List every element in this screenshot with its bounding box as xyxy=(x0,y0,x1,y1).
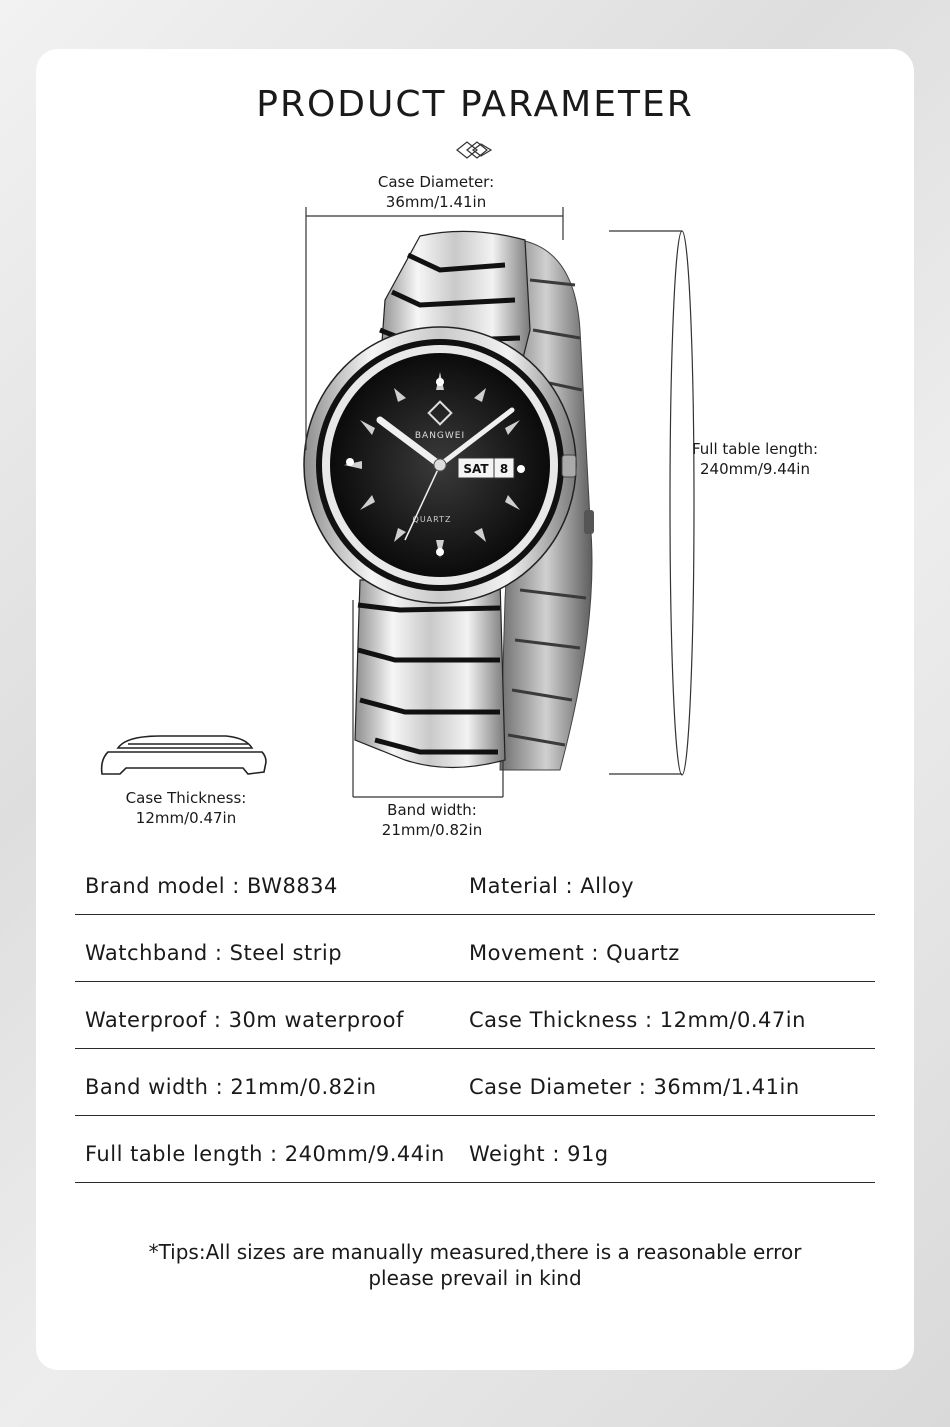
parameter-right: Movement : Quartz xyxy=(469,941,680,965)
parameter-left: Waterproof : 30m waterproof xyxy=(85,1008,404,1032)
band-width-title: Band width: xyxy=(387,801,477,819)
day-window: SAT xyxy=(463,462,489,476)
case-diameter-title: Case Diameter: xyxy=(377,173,495,191)
tips-line-1: *Tips:All sizes are manually measured,there is a reasonable error xyxy=(148,1240,802,1264)
lower-strap xyxy=(355,580,505,768)
band-width-label xyxy=(332,800,532,840)
quartz-mark: QUARTZ xyxy=(412,515,452,524)
parameter-right: Case Diameter : 36mm/1.41in xyxy=(469,1075,800,1099)
full-length-value: 240mm/9.44in xyxy=(700,460,810,478)
parameter-row xyxy=(75,915,875,982)
case-side-view-icon xyxy=(102,736,266,774)
case-thickness-title: Case Thickness: xyxy=(125,789,247,807)
tips-line-2: please prevail in kind xyxy=(368,1266,582,1290)
case-thickness-value: 12mm/0.47in xyxy=(135,809,237,827)
brand-mark: BANGWEI xyxy=(414,431,466,441)
parameter-row xyxy=(75,848,875,915)
parameter-row xyxy=(75,1116,875,1183)
parameter-left: Brand model : BW8834 xyxy=(85,874,338,898)
parameter-row xyxy=(75,982,875,1049)
tips-note xyxy=(0,1239,950,1291)
parameter-right: Weight : 91g xyxy=(469,1142,609,1166)
parameter-left: Full table length : 240mm/9.44in xyxy=(85,1142,445,1166)
case-diameter-label xyxy=(336,172,536,212)
date-window: 8 xyxy=(499,462,509,476)
case-diameter-value: 36mm/1.41in xyxy=(385,193,487,211)
full-length-label xyxy=(660,439,850,479)
parameter-right: Case Thickness : 12mm/0.47in xyxy=(469,1008,806,1032)
parameter-left: Band width : 21mm/0.82in xyxy=(85,1075,377,1099)
parameter-table xyxy=(75,848,875,1183)
band-width-value: 21mm/0.82in xyxy=(381,821,483,839)
parameter-right: Material : Alloy xyxy=(469,874,635,898)
full-length-measure xyxy=(609,231,694,775)
full-length-title: Full table length: xyxy=(691,440,819,458)
page-title: PRODUCT PARAMETER xyxy=(256,84,694,125)
parameter-left: Watchband : Steel strip xyxy=(85,941,343,965)
parameter-row xyxy=(75,1049,875,1116)
case-thickness-label xyxy=(86,788,286,828)
